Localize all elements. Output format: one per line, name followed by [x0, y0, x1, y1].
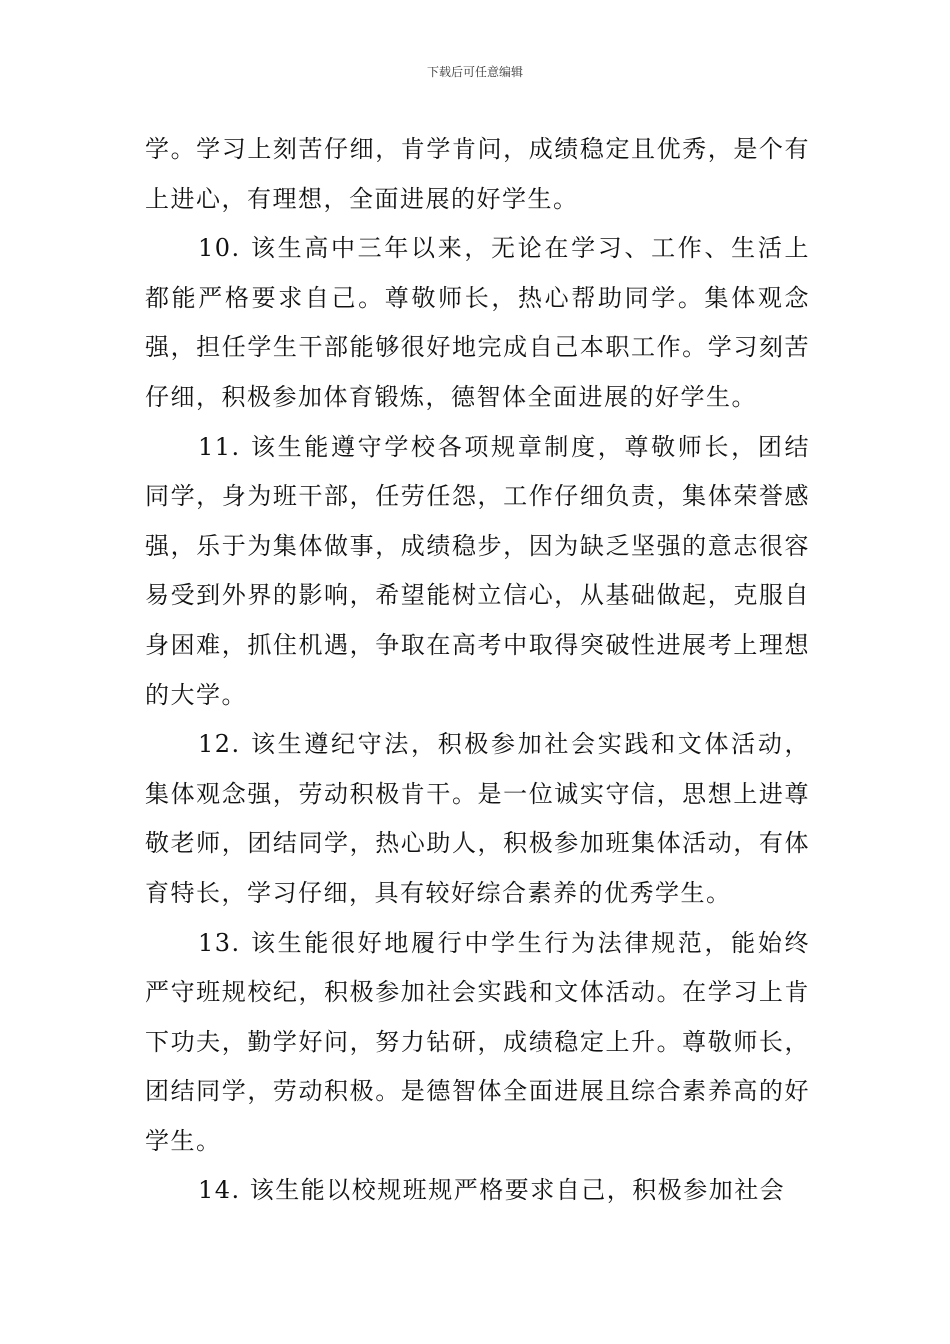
- paragraph-item-11: 11. 该生能遵守学校各项规章制度，尊敬师长，团结同学，身为班干部，任劳任怨，工作仔细负责，集体荣誉感强，乐于为集体做事，成绩稳步，因为缺乏坚强的意志很容易受到外界的影响，希望能树立信心，从基础做起，克服自身困难，抓住机遇，争取在高考中取得突破性进展考上理想的大学。: [145, 432, 810, 709]
- paragraph-item-10: 10. 该生高中三年以来，无论在学习、工作、生活上都能严格要求自己。尊敬师长，热心帮助同学。集体观念强，担任学生干部能够很好地完成自己本职工作。学习刻苦仔细，积极参加体育锻炼，德智体全面进展的好学生。: [145, 234, 810, 411]
- page-header-note: 下载后可任意编辑: [426, 65, 523, 79]
- document-body: [145, 125, 810, 1216]
- paragraph-continuation: 学。学习上刻苦仔细，肯学肯问，成绩稳定且优秀，是个有上进心，有理想，全面进展的好学生。: [145, 135, 810, 213]
- paragraph-item-12: 12. 该生遵纪守法，积极参加社会实践和文体活动，集体观念强，劳动积极肯干。是一位诚实守信，思想上进尊敬老师，团结同学，热心助人，积极参加班集体活动，有体育特长，学习仔细，具有较好综合素养的优秀学生。: [145, 730, 810, 907]
- paragraph-item-13: 13. 该生能很好地履行中学生行为法律规范，能始终严守班规校纪，积极参加社会实践和文体活动。在学习上肯下功夫，勤学好问，努力钻研，成绩稳定上升。尊敬师长，团结同学，劳动积极。是德智体全面进展且综合素养高的好学生。: [145, 928, 810, 1155]
- paragraph-item-14: 14. 该生能以校规班规严格要求自己，积极参加社会: [198, 1176, 786, 1205]
